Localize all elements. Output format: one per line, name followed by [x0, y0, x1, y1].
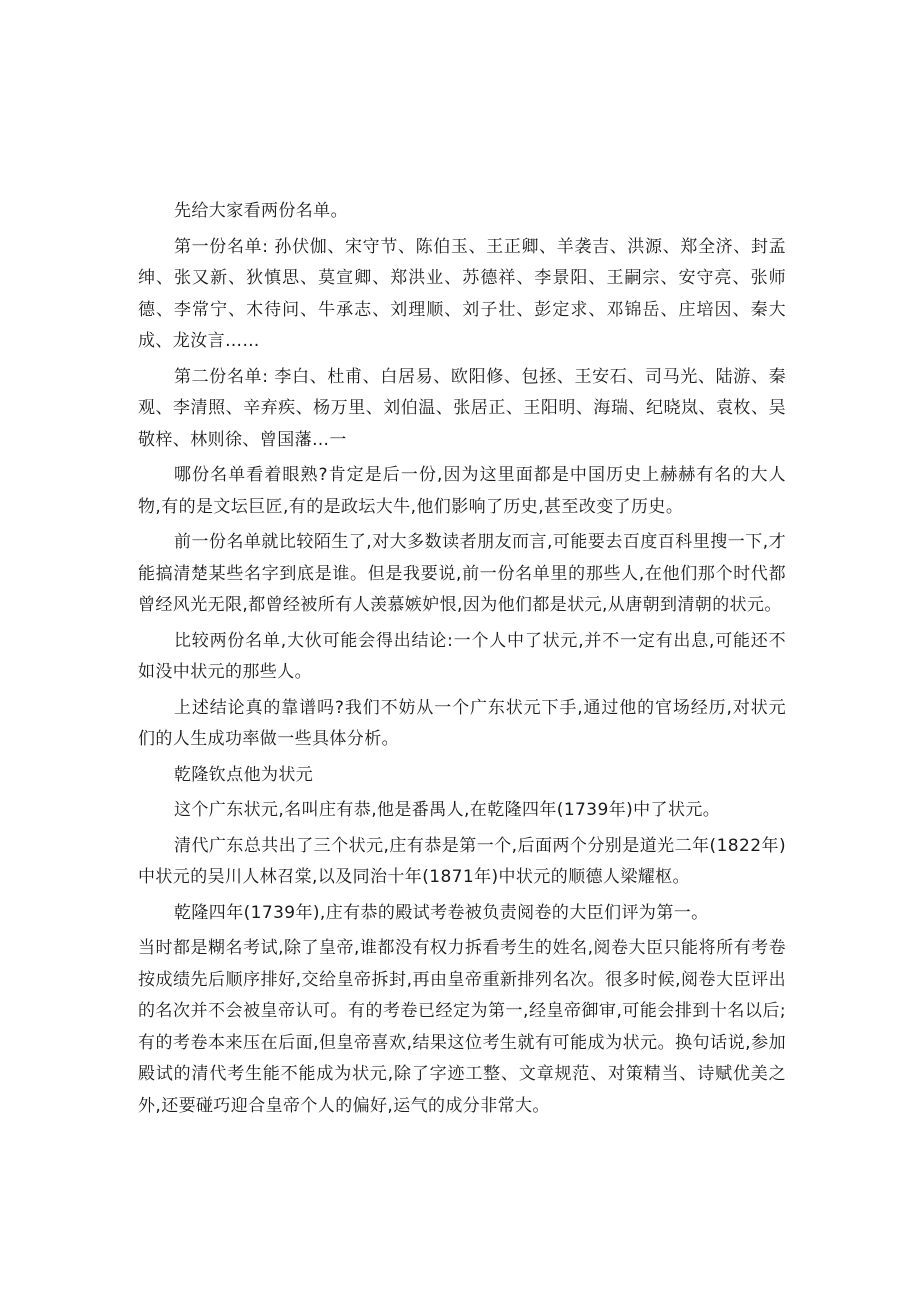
article-body — [138, 196, 786, 1126]
paragraph-exam-first: 乾隆四年(1739年),庄有恭的殿试考卷被负责阅卷的大臣们评为第一。 — [174, 902, 709, 923]
paragraph-three-zhuangyuan: 清代广东总共出了三个状元,庄有恭是第一个,后面两个分别是道光二年(1822年)中状元的吴川人林召棠,以及同治十年(1871年)中状元的顺德人梁耀枢。 — [138, 835, 786, 887]
paragraph-familiar: 哪份名单看着眼熟?肯定是后一份,因为这里面都是中国历史上赫赫有名的大人物,有的是文坛巨匠,有的是政坛大牛,他们影响了历史,甚至改变了历史。 — [138, 465, 786, 517]
paragraph-list-two: 第二份名单: 李白、杜甫、白居易、欧阳修、包拯、王安石、司马光、陆游、秦观、李清照、辛弃疾、杨万里、刘伯温、张居正、王阳明、海瑞、纪晓岚、袁枚、吴敬梓、林则徐、曾国藩…一 — [138, 366, 786, 450]
paragraph-conclusion: 比较两份名单,大伙可能会得出结论:一个人中了状元,并不一定有出息,可能还不如没中状元的那些人。 — [138, 630, 786, 682]
paragraph-zhuang-intro: 这个广东状元,名叫庄有恭,他是番禺人,在乾隆四年(1739年)中了状元。 — [174, 800, 721, 820]
section-heading: 乾隆钦点他为状元 — [174, 764, 314, 785]
paragraph-list-one: 第一份名单: 孙伏伽、宋守节、陈伯玉、王正卿、羊袭吉、洪源、郑全济、封孟绅、张又新、狄慎思、莫宣卿、郑洪业、苏德祥、李景阳、王嗣宗、安守亮、张师德、李常宁、木待问、牛承志、刘理顺、刘子壮、彭定求、邓锦岳、庄培因、秦大成、龙汝言…… — [138, 236, 786, 351]
paragraph-question: 上述结论真的靠谱吗?我们不妨从一个广东状元下手,通过他的官场经历,对状元们的人生成功率做一些具体分析。 — [138, 697, 786, 749]
paragraph-exam-process: 当时都是糊名考试,除了皇帝,谁都没有权力拆看考生的姓名,阅卷大臣只能将所有考卷按成绩先后顺序排好,交给皇帝拆封,再由皇帝重新排列名次。很多时候,阅卷大臣评出的名次并不会被皇帝认可。有的考卷已经定为第一,经皇帝御审,可能会排到十名以后;有的考卷本来压在后面,但皇帝喜欢,结果这位考生就有可能成为状元。换句话说,参加殿试的清代考生能不能成为状元,除了字迹工整、文章规范、对策精当、诗赋优美之外,还要碰巧迎合皇帝个人的偏好,运气的成分非常大。 — [138, 938, 786, 1116]
paragraph-intro: 先给大家看两份名单。 — [174, 201, 348, 221]
paragraph-unfamiliar: 前一份名单就比较陌生了,对大多数读者朋友而言,可能要去百度百科里搜一下,才能搞清楚某些名字到底是谁。但是我要说,前一份名单里的那些人,在他们那个时代都曾经风光无限,都曾经被所有人羡慕嫉妒恨,因为他们都是状元,从唐朝到清朝的状元。 — [138, 532, 786, 615]
